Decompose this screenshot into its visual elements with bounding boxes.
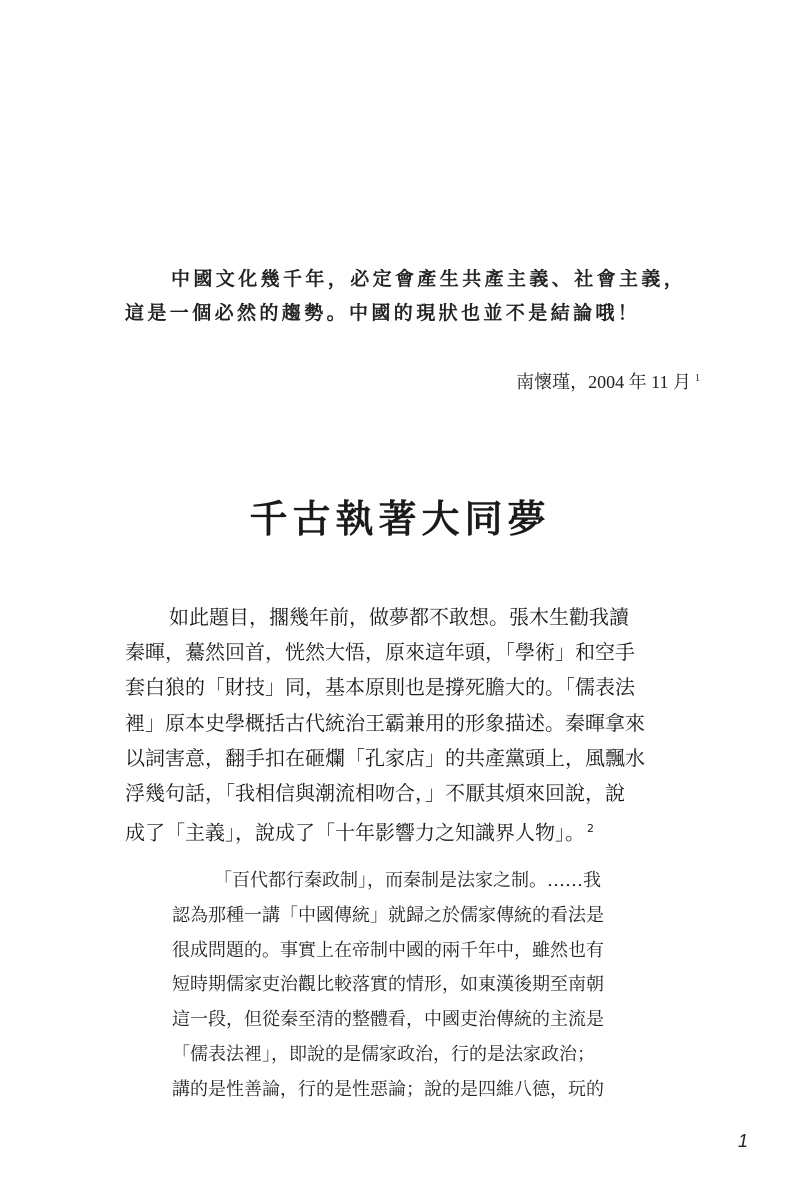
epigraph-line: 中國文化幾千年，必定會產生共產主義、社會主義， xyxy=(171,268,687,290)
quote-line: 「百代都行秦政制」，而秦制是法家之制。……我 xyxy=(214,870,601,891)
body-line: 套白狼的「財技」同，基本原則也是撐死膽大的。「儒表法 xyxy=(125,675,635,700)
body-line: 浮幾句話，「我相信與潮流相吻合，」不厭其煩來回說，說 xyxy=(125,781,625,806)
footnote-marker: 1 xyxy=(695,373,700,384)
page-number: 1 xyxy=(737,1131,748,1151)
body-line: 如此題目，擱幾年前，做夢都不敢想。張木生勸我讀 xyxy=(169,605,629,629)
body-line: 裡」原本史學概括古代統治王霸兼用的形象描述。秦暉拿來 xyxy=(125,710,645,735)
epigraph-line: 這是一個必然的趨勢。中國的現狀也並不是結論哦！ xyxy=(125,302,641,324)
body-line: 秦暉，驀然回首，恍然大悟，原來這年頭，「學術」和空手 xyxy=(125,640,635,665)
quote-line: 講的是性善論，行的是性惡論；說的是四維八德，玩的 xyxy=(172,1078,604,1100)
quote-line: 「儒表法裡」，即說的是儒家政治，行的是法家政治； xyxy=(172,1043,595,1065)
footnote-marker: 2 xyxy=(587,822,594,836)
body-paragraph xyxy=(125,600,700,851)
body-line: 以詞害意，翻手扣在砸爛「孔家店」的共產黨頭上，風飄水 xyxy=(125,745,645,770)
quote-line: 短時期儒家吏治觀比較落實的情形，如東漢後期至南朝 xyxy=(172,974,604,996)
attribution-text: 南懷瑾，2004 年 11 月 xyxy=(516,372,691,392)
block-quote xyxy=(172,864,700,1108)
body-line-last xyxy=(125,811,700,851)
body-line-text: 成了「主義」，說成了「十年影響力之知識界人物」。 xyxy=(125,820,585,845)
epigraph xyxy=(125,262,705,330)
epigraph-attribution xyxy=(516,368,700,394)
quote-line: 這一段，但從秦至清的整體看，中國吏治傳統的主流是 xyxy=(172,1009,604,1031)
chapter-title: 千古執著大同夢 xyxy=(249,497,551,541)
quote-line: 很成問題的。事實上在帝制中國的兩千年中，雖然也有 xyxy=(172,939,604,961)
quote-line: 認為那種一講「中國傳統」就歸之於儒家傳統的看法是 xyxy=(172,904,604,926)
